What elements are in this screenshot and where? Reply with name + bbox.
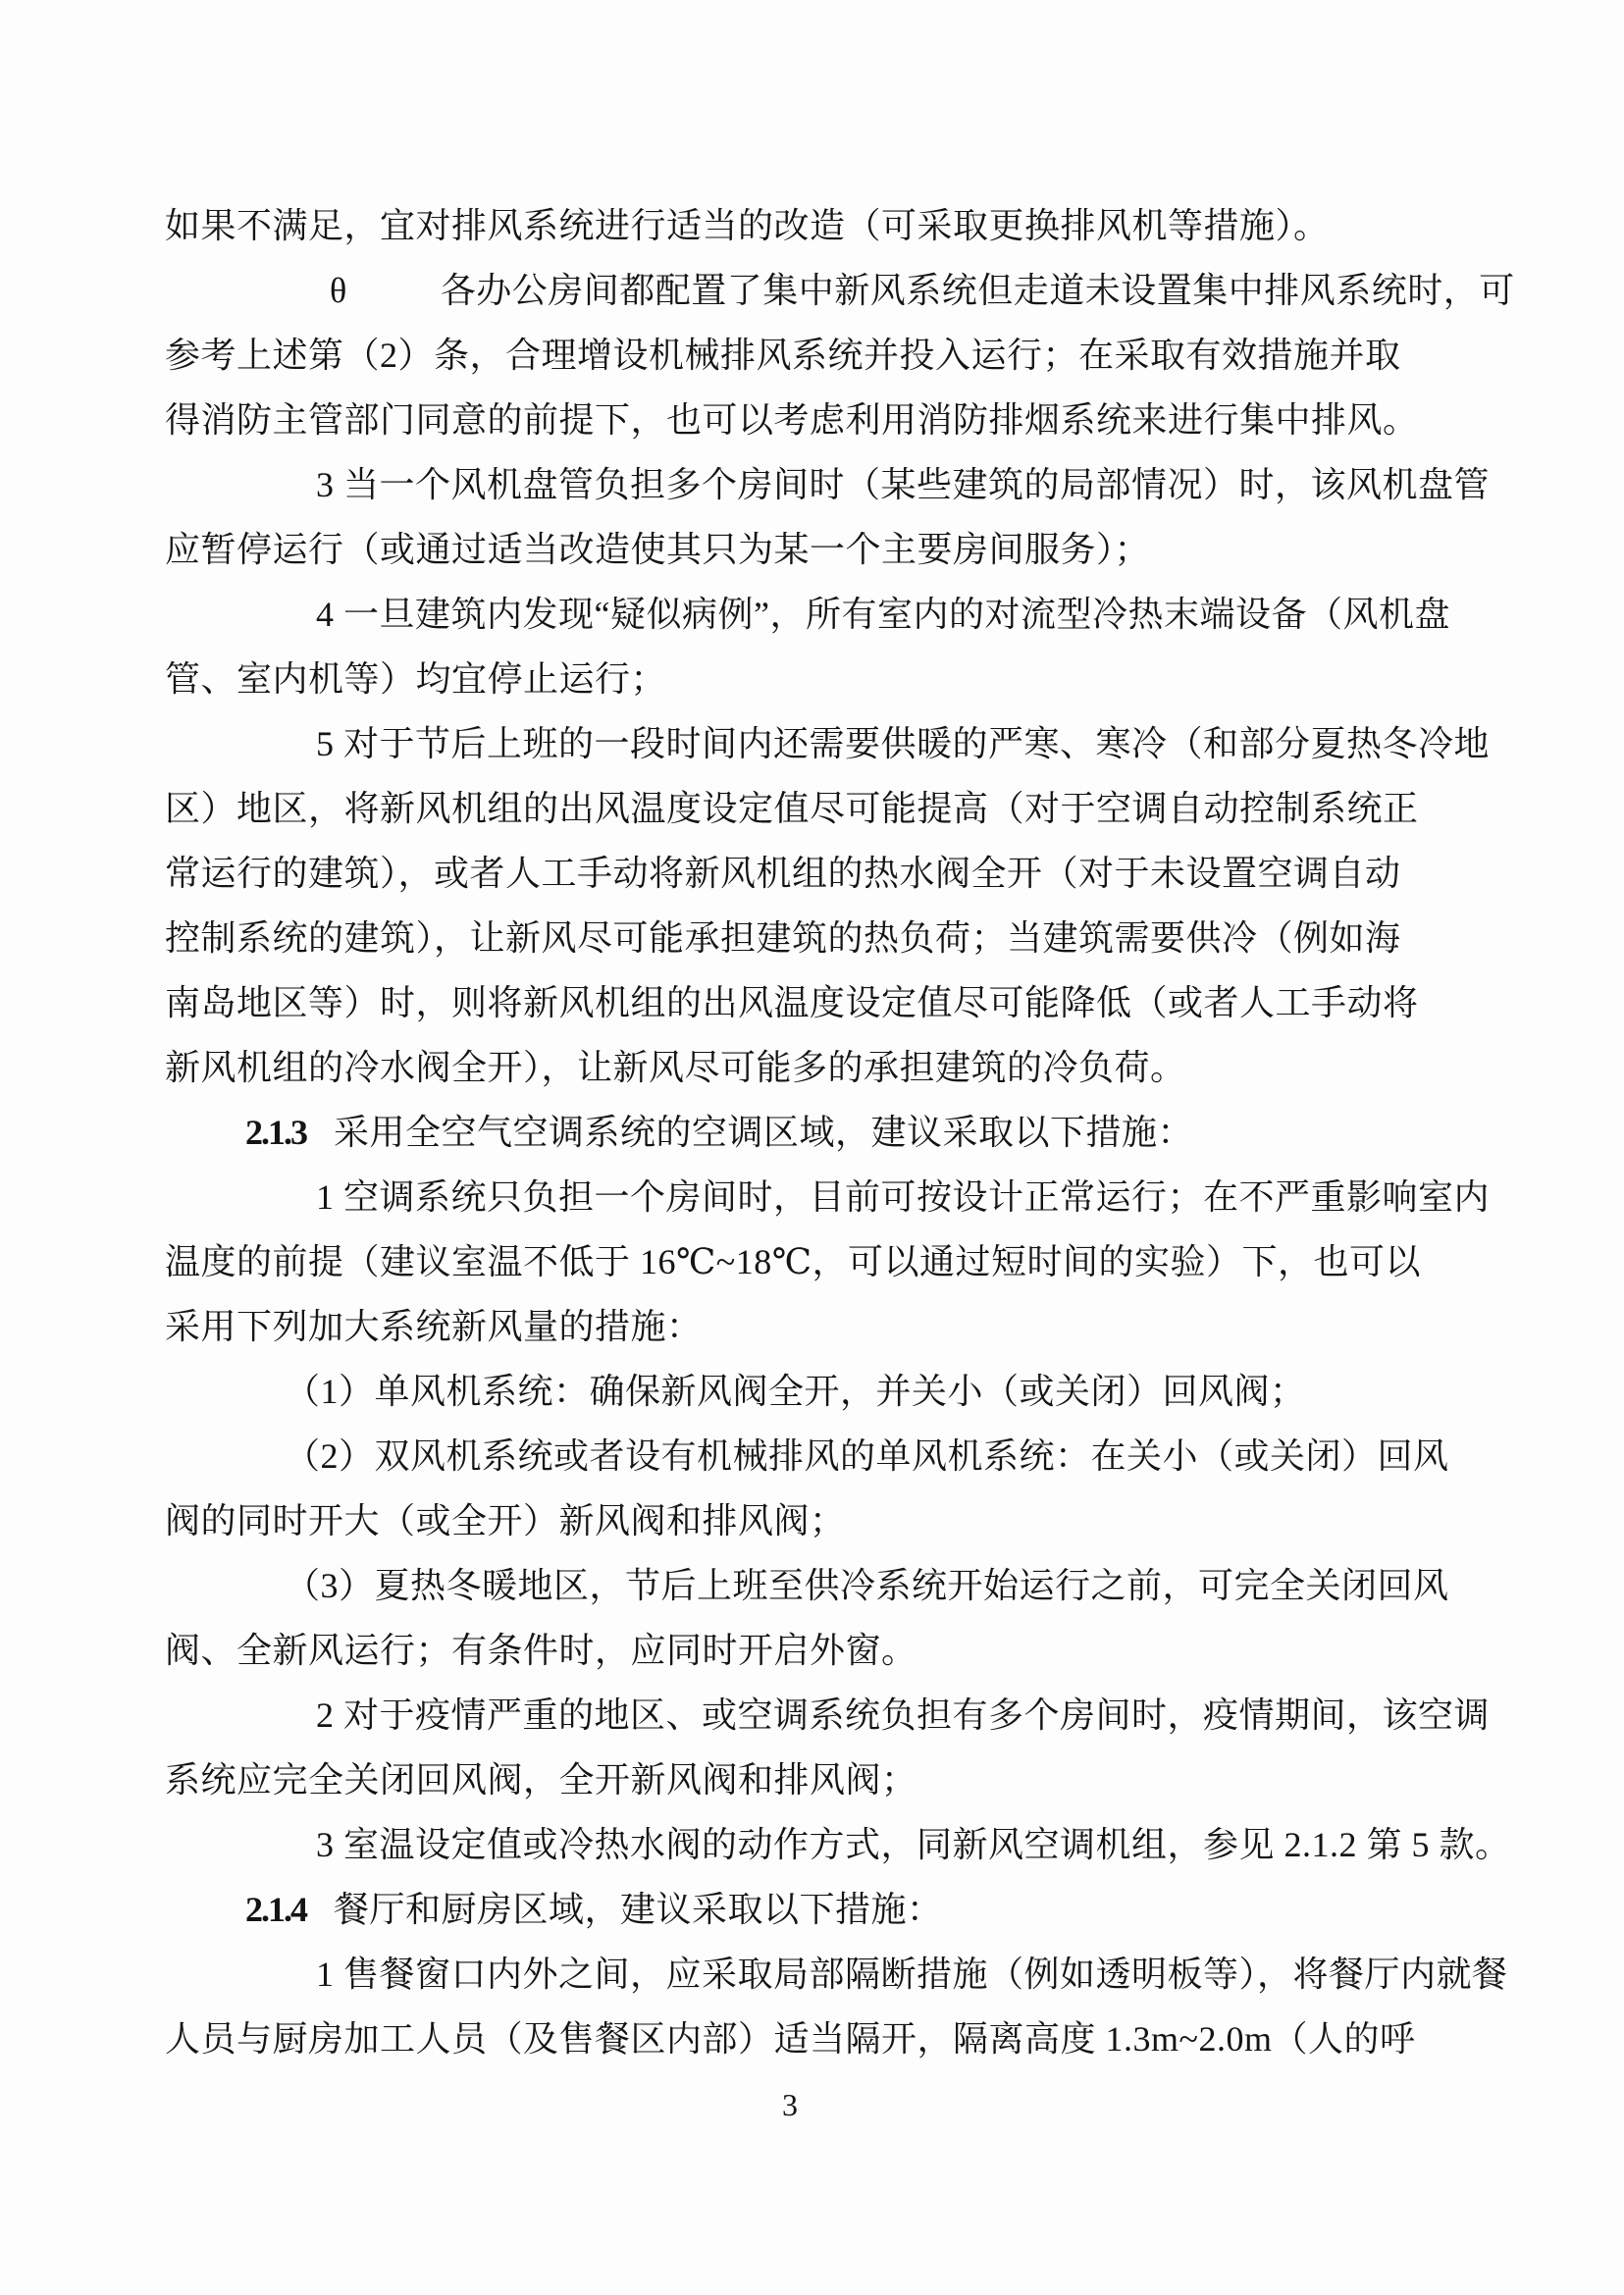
text-line: （2）双风机系统或者设有机械排风的单风机系统：在关小（或关闭）回风	[285, 1436, 1449, 1476]
line-text: 采用全空气空调系统的空调区域，建议采取以下措施：	[334, 1113, 1194, 1152]
text-line: 控制系统的建筑），让新风尽可能承担建筑的热负荷；当建筑需要供冷（例如海	[165, 918, 1401, 958]
text-line: 阀的同时开大（或全开）新风阀和排风阀；	[165, 1501, 846, 1540]
text-line: 常运行的建筑），或者人工手动将新风机组的热水阀全开（对于未设置空调自动	[165, 854, 1401, 893]
text-line: 得消防主管部门同意的前提下，也可以考虑利用消防排烟系统来进行集中排风。	[165, 400, 1419, 440]
section-heading	[165, 1100, 1470, 1165]
list-marker: θ	[330, 271, 347, 310]
text-line: 如果不满足，宜对排风系统进行适当的改造（可采取更换排风机等措施）。	[165, 206, 1330, 245]
text-line: 参考上述第（2）条，合理增设机械排风系统并投入运行；在采取有效措施并取	[165, 336, 1401, 375]
text-line: 南岛地区等）时，则将新风机组的出风温度设定值尽可能降低（或者人工手动将	[165, 983, 1419, 1022]
line-text: 各办公房间都配置了集中新风系统但走道未设置集中排风系统时，可	[440, 271, 1515, 310]
text-line: 2 对于疫情严重的地区、或空调系统负担有多个房间时，疫情期间，该空调	[316, 1695, 1491, 1735]
section-number: 2.1.3	[245, 1113, 306, 1152]
text-line: （1）单风机系统：确保新风阀全开，并关小（或关闭）回风阀；	[285, 1372, 1306, 1411]
text-line: 采用下列加大系统新风量的措施：	[165, 1307, 703, 1346]
text-line: 区）地区，将新风机组的出风温度设定值尽可能提高（对于空调自动控制系统正	[165, 789, 1419, 828]
section-heading	[165, 1877, 1470, 1942]
document-body	[165, 193, 1515, 2071]
text-line: 4 一旦建筑内发现“疑似病例”，所有室内的对流型冷热末端设备（风机盘	[316, 595, 1450, 634]
text-line: 应暂停运行（或通过适当改造使其只为某一个主要房间服务）；	[165, 530, 1151, 569]
text-line: 1 售餐窗口内外之间，应采取局部隔断措施（例如透明板等），将餐厅内就餐	[316, 1955, 1508, 1994]
text-line: 3 室温设定值或冷热水阀的动作方式，同新风空调机组，参见 2.1.2 第 5 款。	[316, 1825, 1511, 1864]
text-line: 3 当一个风机盘管负担多个房间时（某些建筑的局部情况）时，该风机盘管	[316, 465, 1491, 504]
section-number: 2.1.4	[245, 1890, 306, 1929]
text-line: 管、室内机等）均宜停止运行；	[165, 659, 667, 699]
text-line: 温度的前提（建议室温不低于 16℃~18℃，可以通过短时间的实验）下，也可以	[165, 1242, 1422, 1281]
text-line: 阀、全新风运行；有条件时，应同时开启外窗。	[165, 1631, 917, 1670]
line-text: 餐厅和厨房区域，建议采取以下措施：	[334, 1890, 943, 1929]
page-number: 3	[782, 2087, 798, 2122]
text-line: 人员与厨房加工人员（及售餐区内部）适当隔开，隔离高度 1.3m~2.0m（人的呼	[165, 2019, 1416, 2059]
text-line: （3）夏热冬暖地区，节后上班至供冷系统开始运行之前，可完全关闭回风	[285, 1566, 1449, 1605]
text-line	[165, 258, 1515, 323]
text-line: 5 对于节后上班的一段时间内还需要供暖的严寒、寒冷（和部分夏热冬冷地	[316, 724, 1491, 763]
text-line: 1 空调系统只负担一个房间时，目前可按设计正常运行；在不严重影响室内	[316, 1177, 1491, 1217]
text-line: 新风机组的冷水阀全开），让新风尽可能多的承担建筑的冷负荷。	[165, 1048, 1186, 1087]
text-line: 系统应完全关闭回风阀，全开新风阀和排风阀；	[165, 1760, 917, 1799]
